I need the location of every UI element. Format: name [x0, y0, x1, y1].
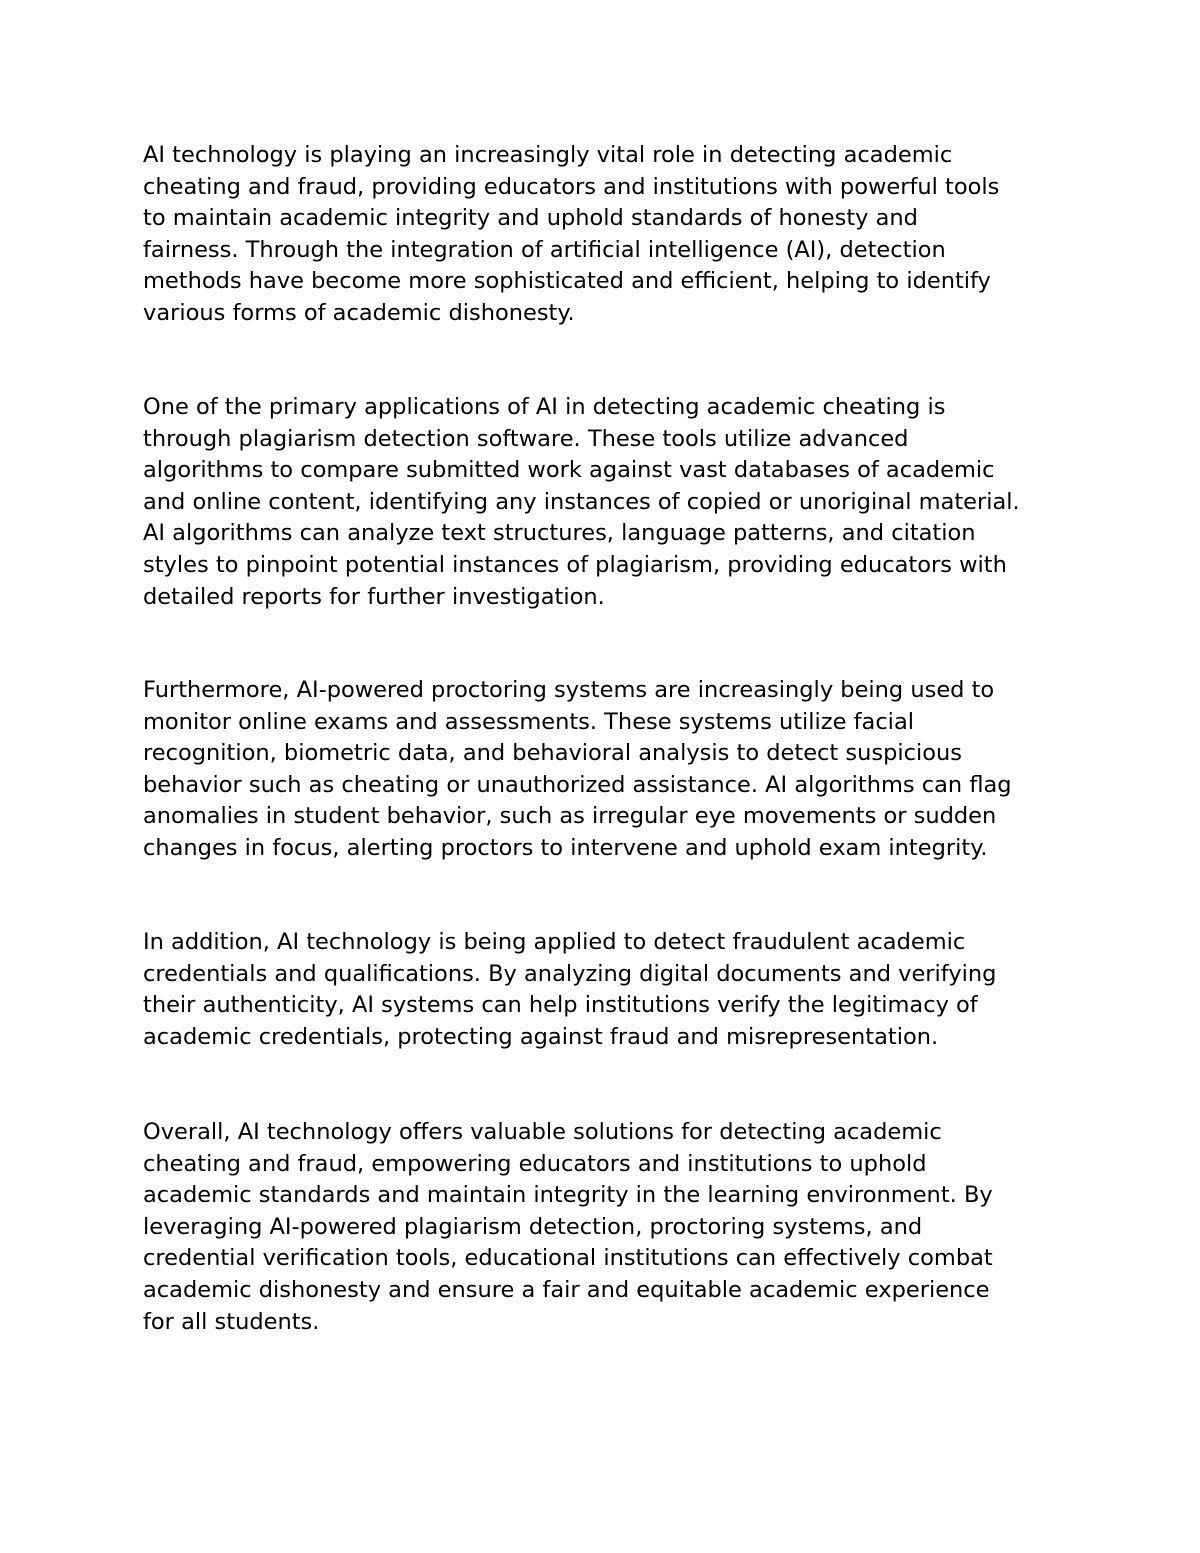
text-line: anomalies in student behavior, such as irregular eye movements or sudden: [143, 803, 997, 830]
paragraph-conclusion: [143, 1117, 993, 1338]
text-line: academic credentials, protecting against fraud and misrepresentation.: [143, 1023, 939, 1050]
text-line: recognition, biometric data, and behavioral analysis to detect suspicious: [143, 740, 962, 767]
text-line: leveraging AI-powered plagiarism detection, proctoring systems, and: [143, 1213, 923, 1240]
text-line: through plagiarism detection software. These tools utilize advanced: [143, 425, 909, 452]
text-line: academic dishonesty and ensure a fair and equitable academic experience: [143, 1276, 990, 1303]
text-line: various forms of academic dishonesty.: [143, 299, 575, 326]
paragraph-intro: [143, 140, 999, 330]
text-line: cheating and fraud, empowering educators and institutions to uphold: [143, 1150, 927, 1177]
text-line: and online content, identifying any instances of copied or unoriginal material.: [143, 488, 1020, 515]
text-line: methods have become more sophisticated and efficient, helping to identify: [143, 268, 991, 295]
text-line: Overall, AI technology offers valuable solutions for detecting academic: [143, 1119, 942, 1145]
text-line: their authenticity, AI systems can help institutions verify the legitimacy of: [143, 992, 978, 1019]
text-line: for all students.: [143, 1308, 320, 1335]
text-line: algorithms to compare submitted work against vast databases of academic: [143, 457, 995, 484]
text-line: credentials and qualifications. By analyzing digital documents and verifying: [143, 960, 997, 987]
paragraph-credentials: [143, 927, 996, 1053]
text-line: behavior such as cheating or unauthorized assistance. AI algorithms can flag: [143, 771, 1012, 798]
paragraph-proctoring: [143, 675, 1012, 865]
text-line: One of the primary applications of AI in detecting academic cheating is: [143, 394, 946, 420]
text-line: monitor online exams and assessments. These systems utilize facial: [143, 708, 914, 735]
text-line: academic standards and maintain integrity in the learning environment. By: [143, 1182, 993, 1209]
text-line: In addition, AI technology is being applied to detect fraudulent academic: [143, 929, 966, 955]
text-line: AI algorithms can analyze text structures, language patterns, and citation: [143, 520, 976, 547]
text-line: fairness. Through the integration of artificial intelligence (AI), detection: [143, 236, 946, 263]
text-line: styles to pinpoint potential instances of plagiarism, providing educators with: [143, 551, 1007, 578]
text-line: Furthermore, AI-powered proctoring systems are increasingly being used to: [143, 677, 995, 703]
text-line: cheating and fraud, providing educators and institutions with powerful tools: [143, 173, 1000, 200]
text-line: changes in focus, alerting proctors to intervene and uphold exam integrity.: [143, 834, 988, 861]
text-line: credential verification tools, educational institutions can effectively combat: [143, 1245, 993, 1272]
paragraph-plagiarism-detection: [143, 392, 1020, 613]
text-line: detailed reports for further investigation.: [143, 583, 605, 610]
text-line: AI technology is playing an increasingly vital role in detecting academic: [143, 142, 953, 168]
text-line: to maintain academic integrity and uphold standards of honesty and: [143, 205, 918, 232]
